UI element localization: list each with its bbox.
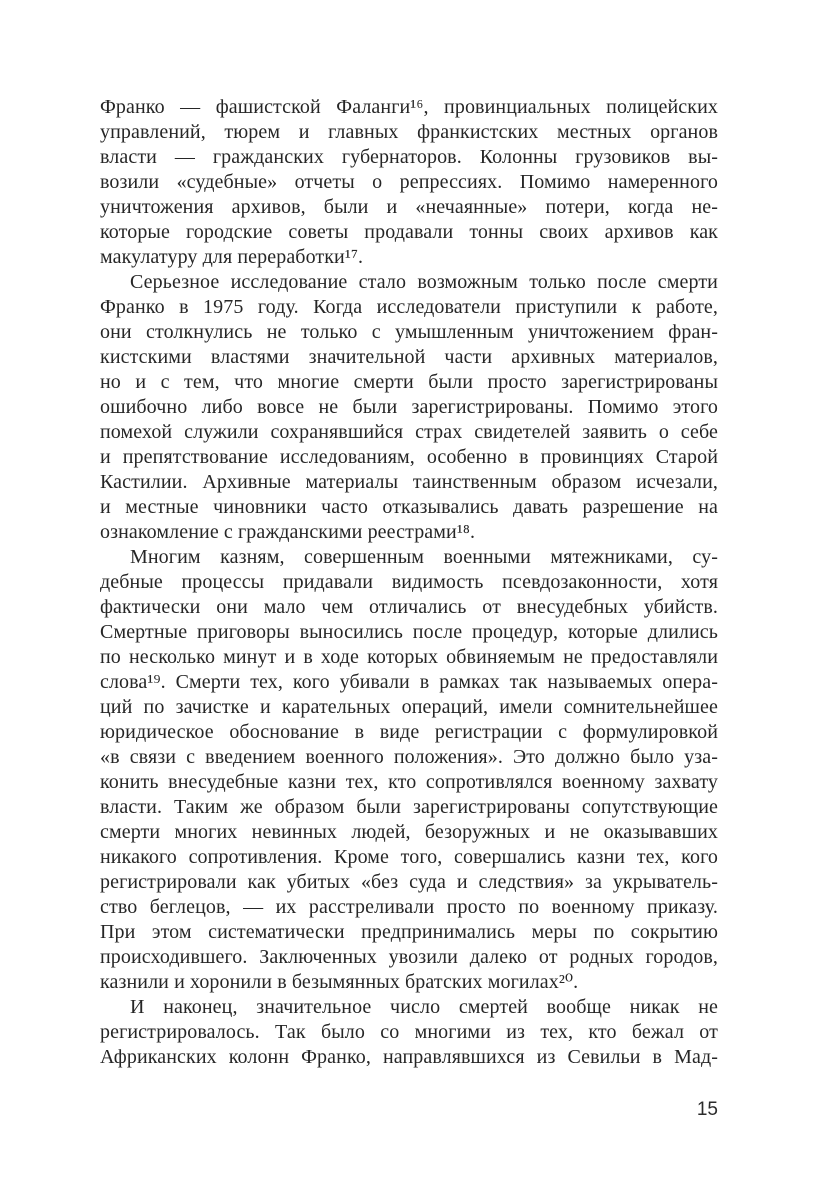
text-line: помехой служили сохранявшийся страх свидетелей заявить о себе	[100, 421, 718, 443]
text-line: смерти многих невинных людей, безоружных и не оказывавших	[100, 821, 718, 843]
text-line: слова¹⁹. Смерти тех, кого убивали в рамках так называемых опера-	[100, 671, 718, 693]
text-line: Кастилии. Архивные материалы таинственным образом исчезали,	[100, 471, 718, 493]
text-line: но и с тем, что многие смерти были просто зарегистрированы	[100, 371, 718, 393]
text-line: и местные чиновники часто отказывались давать разрешение на	[100, 496, 718, 518]
text-line: по несколько минут и в ходе которых обвиняемым не предоставляли	[100, 646, 718, 668]
text-line: Африканских колонн Франко, направлявшихся из Севильи в Мад-	[100, 1046, 718, 1068]
text-line: регистрировалось. Так было со многими из тех, кто бежал от	[100, 1021, 718, 1043]
paragraph	[100, 270, 718, 545]
text-line: которые городские советы продавали тонны своих архивов как	[100, 221, 718, 243]
text-line: возили «судебные» отчеты о репрессиях. Помимо намеренного	[100, 171, 718, 193]
text-line: никакого сопротивления. Кроме того, совершались казни тех, кого	[100, 846, 718, 868]
paragraph	[100, 545, 718, 995]
text-line: юридическое обоснование в виде регистрации с формулировкой	[100, 721, 718, 743]
text-line: И наконец, значительное число смертей вообще никак не	[130, 996, 718, 1018]
text-line: ознакомление с гражданскими реестрами¹⁸.	[100, 521, 476, 543]
text-line: конить внесудебные казни тех, кто сопротивлялся военному захвату	[100, 771, 718, 793]
text-line: уничтожения архивов, были и «нечаянные» потери, когда не-	[100, 196, 718, 218]
text-line: макулатуру для переработки¹⁷.	[100, 246, 364, 268]
page-text	[100, 95, 718, 1070]
text-line: Франко — фашистской Фаланги¹⁶, провинциальных полицейских	[100, 96, 718, 118]
text-line: Франко в 1975 году. Когда исследователи приступили к работе,	[100, 296, 718, 318]
text-line: казнили и хоронили в безымянных братских могилах²⁰.	[100, 971, 579, 993]
text-line: ство беглецов, — их расстреливали просто по военному приказу.	[100, 896, 718, 918]
page-number: 15	[696, 1099, 718, 1120]
text-line: регистрировали как убитых «без суда и следствия» за укрыватель-	[100, 871, 718, 893]
text-line: кистскими властями значительной части архивных материалов,	[100, 346, 718, 368]
text-line: При этом систематически предпринимались меры по сокрытию	[100, 921, 718, 943]
text-line: «в связи с введением военного положения». Это должно было уза-	[100, 746, 718, 768]
text-line: Многим казням, совершенным военными мятежниками, су-	[130, 546, 718, 568]
text-line: и препятствование исследованиям, особенно в провинциях Старой	[100, 446, 718, 468]
text-line: власти — гражданских губернаторов. Колонны грузовиков вы-	[100, 146, 718, 168]
text-line: власти. Таким же образом были зарегистрированы сопутствующие	[100, 796, 718, 818]
text-line: Смертные приговоры выносились после процедур, которые длились	[100, 621, 718, 643]
paragraph	[100, 995, 718, 1070]
text-line: Серьезное исследование стало возможным только после смерти	[130, 271, 718, 293]
text-line: управлений, тюрем и главных франкистских местных органов	[100, 121, 718, 143]
text-line: дебные процессы придавали видимость псевдозаконности, хотя	[100, 571, 718, 593]
text-line: фактически они мало чем отличались от внесудебных убийств.	[100, 596, 718, 618]
paragraph	[100, 95, 718, 270]
text-line: они столкнулись не только с умышленным уничтожением фран-	[100, 321, 718, 343]
text-line: ций по зачистке и карательных операций, имели сомнительнейшее	[100, 696, 718, 718]
text-line: происходившего. Заключенных увозили далеко от родных городов,	[100, 946, 718, 968]
text-line: ошибочно либо вовсе не были зарегистрированы. Помимо этого	[100, 396, 718, 418]
